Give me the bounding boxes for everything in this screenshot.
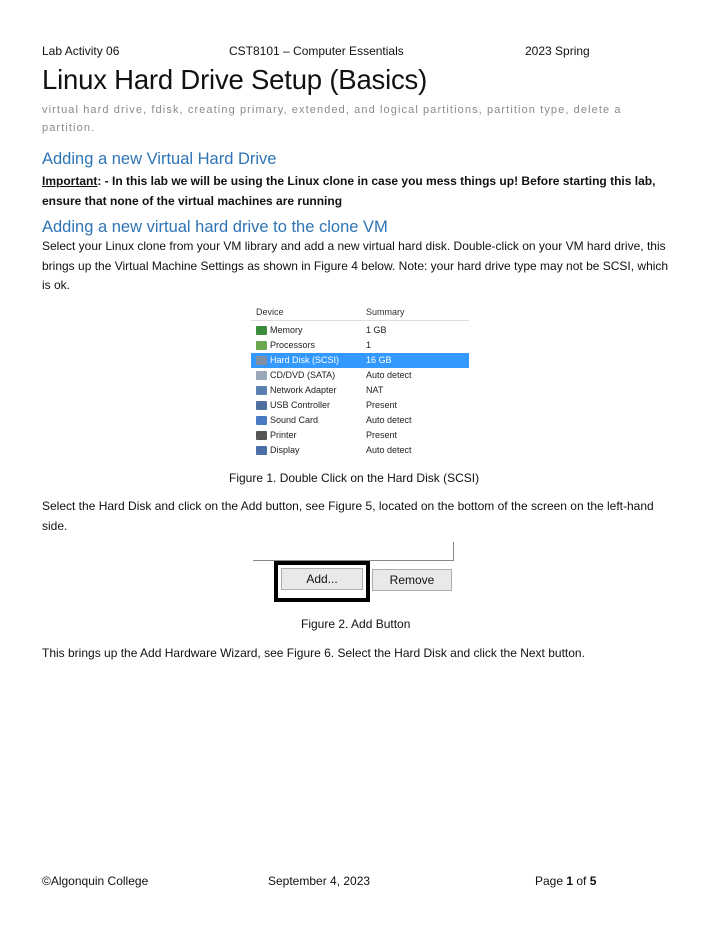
device-summary: 1 GB xyxy=(366,325,387,335)
device-name: Processors xyxy=(270,340,316,350)
page-subtitle: virtual hard drive, fdisk, creating primary, extended, and logical partitions, partition type, delete a partition. xyxy=(42,104,622,134)
device-row[interactable] xyxy=(251,398,469,413)
figure1-caption: Figure 1. Double Click on the Hard Disk (SCSI) xyxy=(229,471,480,485)
processor-icon xyxy=(256,341,267,350)
device-row[interactable] xyxy=(251,383,469,398)
device-summary: 1 xyxy=(366,340,372,350)
device-row[interactable] xyxy=(251,413,469,428)
device-name: Sound Card xyxy=(270,415,319,425)
header-left: Lab Activity 06 xyxy=(42,44,120,58)
device-summary: Auto detect xyxy=(366,445,412,455)
device-name: CD/DVD (SATA) xyxy=(270,370,336,380)
device-row[interactable] xyxy=(251,428,469,443)
device-list-edge xyxy=(253,542,454,561)
printer-icon xyxy=(256,431,267,440)
cd-icon xyxy=(256,371,267,380)
network-icon xyxy=(256,386,267,395)
device-name: Network Adapter xyxy=(270,385,337,395)
device-row[interactable] xyxy=(251,368,469,383)
header-center: CST8101 – Computer Essentials xyxy=(229,44,404,58)
figure2-caption: Figure 2. Add Button xyxy=(301,617,411,631)
sound-icon xyxy=(256,416,267,425)
column-summary: Summary xyxy=(366,307,405,317)
device-name: Hard Disk (SCSI) xyxy=(270,355,340,365)
footer-page-number xyxy=(535,874,596,888)
device-row[interactable] xyxy=(251,443,469,458)
page-title: Linux Hard Drive Setup (Basics) xyxy=(42,64,428,95)
device-name: Printer xyxy=(270,430,297,440)
footer-copyright: ©Algonquin College xyxy=(42,874,149,888)
vm-settings-device-table xyxy=(251,302,469,462)
important-note xyxy=(42,172,678,211)
device-name: Memory xyxy=(270,325,303,335)
device-summary: Present xyxy=(366,400,398,410)
device-name: Display xyxy=(270,445,300,455)
section-heading-clone-vm: Adding a new virtual hard drive to the clone VM xyxy=(42,218,388,236)
add-button[interactable]: Add... xyxy=(281,568,363,590)
paragraph-add-hardware-wizard: This brings up the Add Hardware Wizard, see Figure 6. Select the Hard Disk and click the Next button. xyxy=(42,646,585,660)
page-current: 1 xyxy=(566,874,574,888)
device-summary: Present xyxy=(366,430,398,440)
header-right: 2023 Spring xyxy=(525,44,590,58)
section-heading-virtual-hard-drive: Adding a new Virtual Hard Drive xyxy=(42,150,277,168)
device-summary: Auto detect xyxy=(366,415,412,425)
footer-date: September 4, 2023 xyxy=(268,874,371,888)
device-row[interactable] xyxy=(251,338,469,353)
memory-icon xyxy=(256,326,267,335)
important-label: Important xyxy=(42,174,98,188)
device-table-header xyxy=(251,302,469,321)
device-summary: NAT xyxy=(366,385,384,395)
device-summary: Auto detect xyxy=(366,370,412,380)
page-total: 5 xyxy=(589,874,597,888)
column-device: Device xyxy=(256,307,284,317)
device-row[interactable] xyxy=(251,353,469,368)
device-name: USB Controller xyxy=(270,400,331,410)
page-prefix: Page xyxy=(535,874,567,888)
paragraph-select-hard-disk: Select the Hard Disk and click on the Add button, see Figure 5, located on the bottom of the screen on the left-hand side. xyxy=(42,499,654,533)
page-of: of xyxy=(573,874,590,888)
display-icon xyxy=(256,446,267,455)
hard-disk-icon xyxy=(256,356,267,365)
device-summary: 16 GB xyxy=(366,355,392,365)
usb-icon xyxy=(256,401,267,410)
paragraph-select-clone: Select your Linux clone from your VM library and add a new virtual hard disk. Double-click on your VM hard drive, this brings up the Virtual Machine Settings as shown in Figure 4 below. Note: your hard drive type may not be SCSI, which is ok. xyxy=(42,239,669,292)
device-row[interactable] xyxy=(251,323,469,338)
remove-button[interactable]: Remove xyxy=(372,569,452,591)
important-text: : - In this lab we will be using the Linux clone in case you mess things up! Before starting this lab, ensure that none of the virtual machines are running xyxy=(42,174,656,208)
